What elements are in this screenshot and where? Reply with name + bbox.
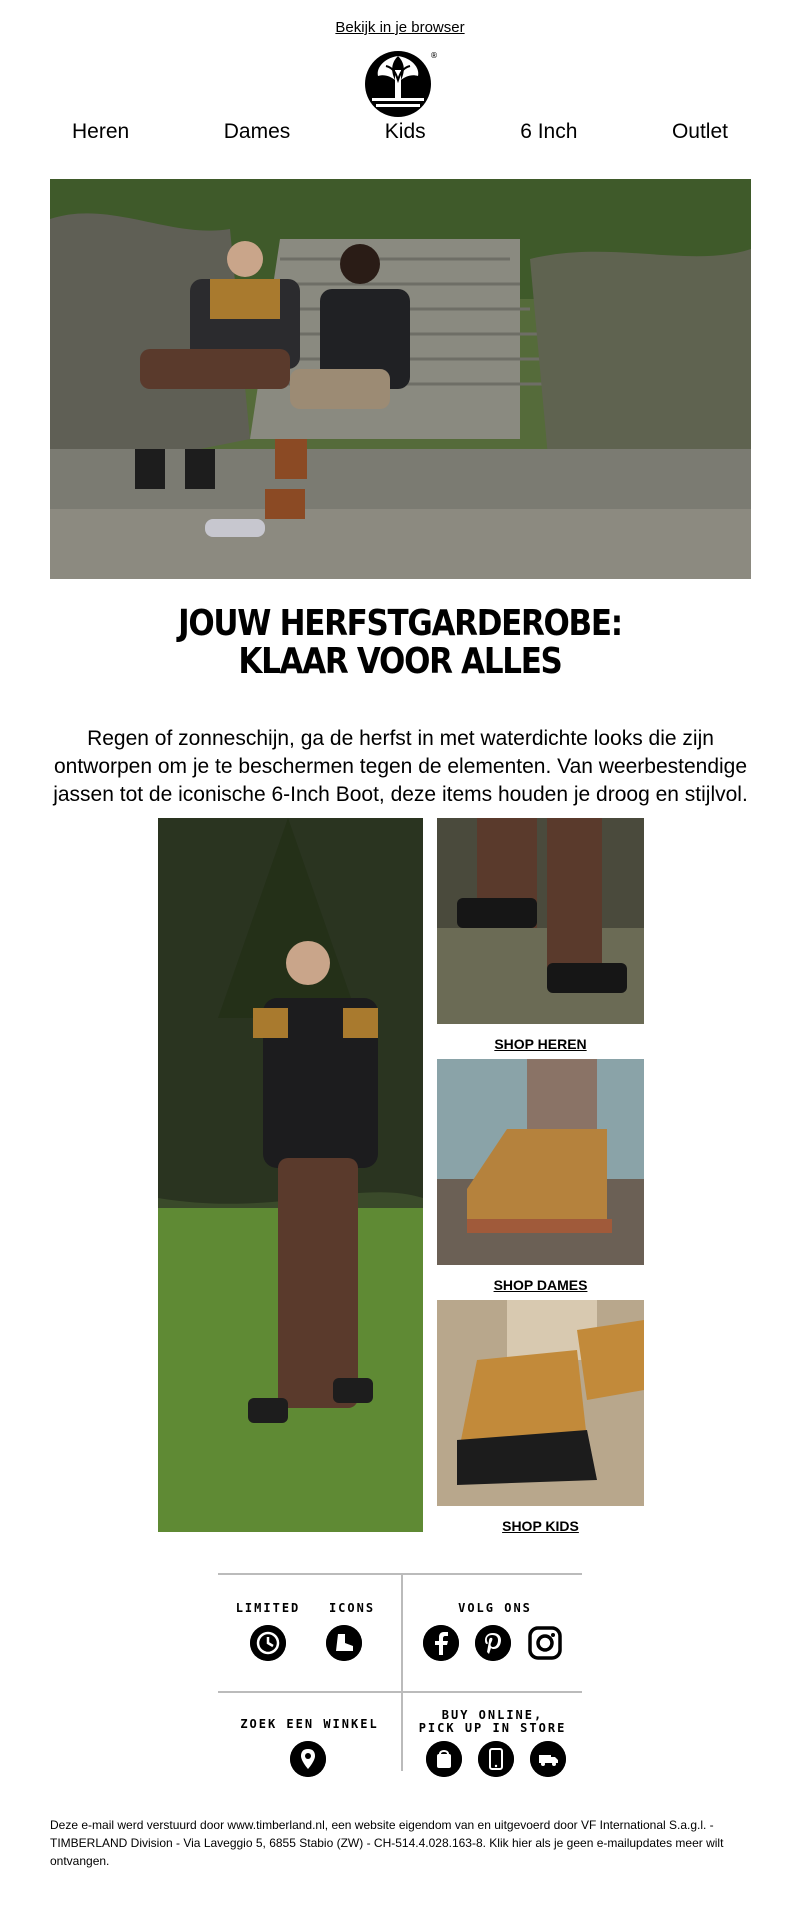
headline-line-1: JOUW HERFSTGARDEROBE: xyxy=(178,603,622,644)
map-pin-icon[interactable] xyxy=(290,1741,326,1777)
pinterest-icon[interactable] xyxy=(475,1625,511,1661)
shopping-bag-icon[interactable] xyxy=(426,1741,462,1777)
buy-online-line-1: BUY ONLINE, xyxy=(441,1708,544,1722)
headline xyxy=(56,605,744,681)
footer-divider-middle xyxy=(218,1691,582,1693)
buy-online-label xyxy=(403,1709,582,1735)
nav-item-kids[interactable]: Kids xyxy=(384,120,426,143)
body-copy: Regen of zonneschijn, ga de herfst in met waterdichte looks die zijn ontworpen om je te beschermen tegen de elementen. Van weerbestendige jassen tot de iconische 6-Inch Boot, deze items houden je droog en stijlvol. xyxy=(53,727,748,806)
shop-kids-image[interactable] xyxy=(437,1300,644,1506)
shop-dames-image[interactable] xyxy=(437,1059,644,1265)
svg-text:®: ® xyxy=(430,51,438,60)
follow-us-label: VOLG ONS xyxy=(458,1601,532,1615)
headline-line-2: KLAAR VOOR ALLES xyxy=(238,641,562,682)
shop-heren-image[interactable] xyxy=(437,818,644,1024)
nav-item-dames[interactable]: Dames xyxy=(223,120,291,143)
store-locator-label: ZOEK EEN WINKEL xyxy=(240,1717,379,1731)
main-product-image[interactable] xyxy=(158,818,423,1532)
footer-divider-top xyxy=(218,1573,582,1575)
view-in-browser-link[interactable]: Bekijk in je browser xyxy=(335,19,465,36)
shop-heren-link[interactable]: SHOP HEREN xyxy=(494,1036,587,1052)
buy-online-line-2: PICK UP IN STORE xyxy=(418,1721,567,1735)
footer-divider-vertical xyxy=(401,1573,403,1771)
main-nav xyxy=(42,120,758,144)
nav-item-outlet[interactable]: Outlet xyxy=(671,120,728,143)
boot-icon[interactable] xyxy=(326,1625,362,1661)
timberland-tree-logo-icon[interactable] xyxy=(364,46,436,118)
legal-text: Deze e-mail werd verstuurd door www.timberland.nl, een website eigendom van en uitgevoerd door VF International S.a.g.l. - TIMBERLAND Division - Via Laveggio 5, 6855 Stabio (ZW) - CH-514.4.028.163-8. Klik hier als je geen e-mailupdates meer wilt ontvangen. xyxy=(50,1818,724,1868)
shop-dames-link[interactable]: SHOP DAMES xyxy=(493,1277,588,1293)
limited-label: LIMITED xyxy=(235,1601,301,1615)
shop-kids-link[interactable]: SHOP KIDS xyxy=(502,1518,579,1534)
clock-icon[interactable] xyxy=(250,1625,286,1661)
instagram-icon[interactable] xyxy=(527,1625,563,1661)
icons-label: ICONS xyxy=(328,1601,376,1615)
hero-image[interactable] xyxy=(50,179,751,579)
mobile-phone-icon[interactable] xyxy=(478,1741,514,1777)
footer-grid xyxy=(218,1573,582,1771)
facebook-icon[interactable] xyxy=(423,1625,459,1661)
nav-item-6-inch[interactable]: 6 Inch xyxy=(520,120,578,143)
delivery-van-icon[interactable] xyxy=(530,1741,566,1777)
nav-item-heren[interactable]: Heren xyxy=(72,120,130,143)
